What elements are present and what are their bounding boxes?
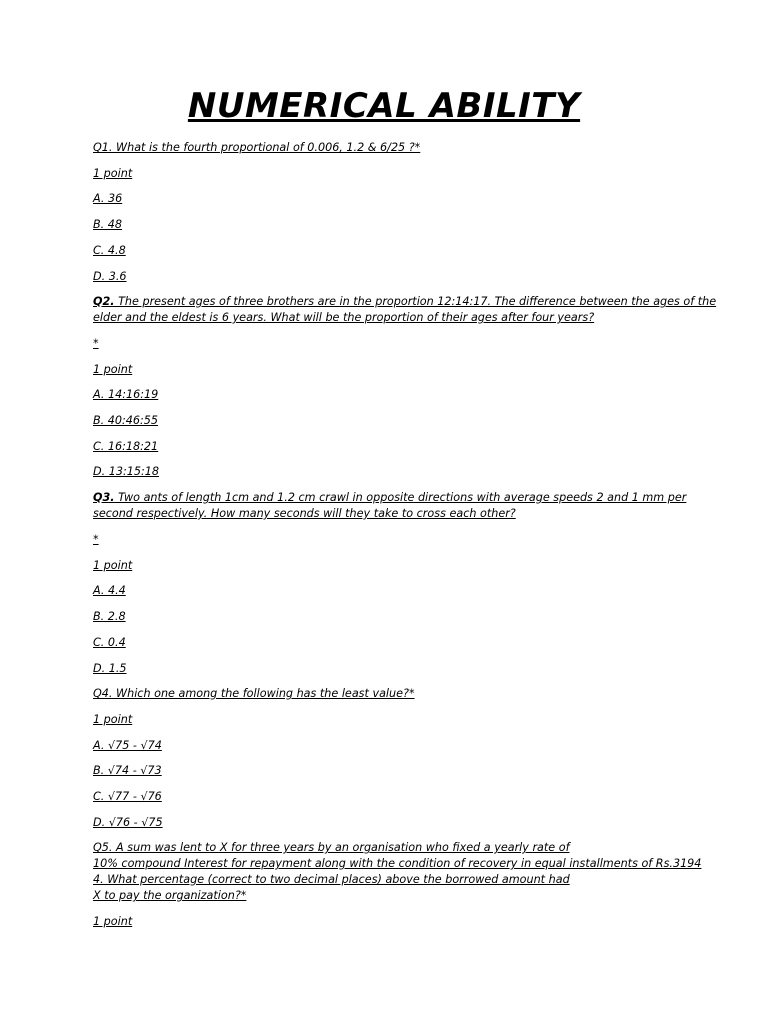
question-3-points: 1 point bbox=[93, 559, 133, 572]
question-4-text: Q4. Which one among the following has the least value?* bbox=[93, 687, 415, 700]
question-3-number: Q3. bbox=[93, 491, 115, 504]
question-4-option-a: A. √75 - √74 bbox=[93, 739, 162, 752]
question-3-option-d: D. 1.5 bbox=[93, 662, 127, 675]
page-title: NUMERICAL ABILITY bbox=[187, 86, 581, 126]
question-5-points: 1 point bbox=[93, 915, 133, 928]
question-2-required-star: * bbox=[93, 337, 99, 350]
question-1-option-c: C. 4.8 bbox=[93, 244, 126, 257]
question-3-required-star: * bbox=[93, 533, 99, 546]
question-3-line-1 bbox=[93, 490, 693, 506]
question-3-text-part-1: Two ants of length 1cm and 1.2 cm crawl in opposite directions with average speeds 2 and 1 mm per bbox=[114, 491, 687, 504]
question-1-option-d: D. 3.6 bbox=[93, 270, 127, 283]
question-3-option-a: A. 4.4 bbox=[93, 584, 126, 597]
question-2-option-c: C. 16:18:21 bbox=[93, 440, 159, 453]
question-1-points: 1 point bbox=[93, 167, 133, 180]
question-2-points: 1 point bbox=[93, 363, 133, 376]
question-3-option-c: C. 0.4 bbox=[93, 636, 126, 649]
question-5-line-4: X to pay the organization?* bbox=[93, 889, 247, 902]
question-2-option-b: B. 40:46:55 bbox=[93, 414, 159, 427]
question-1-option-b: B. 48 bbox=[93, 218, 123, 231]
question-2-line-2: elder and the eldest is 6 years. What will be the proportion of their ages after four years? bbox=[93, 311, 595, 324]
question-2-number: Q2. bbox=[93, 295, 115, 308]
question-5-line-1: Q5. A sum was lent to X for three years by an organisation who fixed a yearly rate of bbox=[93, 841, 570, 854]
question-4-option-b: B. √74 - √73 bbox=[93, 764, 162, 777]
question-2-text-part-1: The present ages of three brothers are in the proportion 12:14:17. The difference between the ages of the bbox=[114, 295, 717, 308]
question-3-option-b: B. 2.8 bbox=[93, 610, 126, 623]
question-4-option-d: D. √76 - √75 bbox=[93, 816, 163, 829]
question-1-text: Q1. What is the fourth proportional of 0.006, 1.2 & 6/25 ?* bbox=[93, 141, 421, 154]
question-5-line-2: 10% compound Interest for repayment along with the condition of recovery in equal installments of Rs.3194 bbox=[93, 857, 702, 870]
question-5-line-3: 4. What percentage (correct to two decimal places) above the borrowed amount had bbox=[93, 873, 570, 886]
question-3-line-2: second respectively. How many seconds will they take to cross each other? bbox=[93, 507, 516, 520]
question-2-option-a: A. 14:16:19 bbox=[93, 388, 159, 401]
question-2-line-1 bbox=[93, 294, 717, 310]
question-4-option-c: C. √77 - √76 bbox=[93, 790, 162, 803]
question-4-points: 1 point bbox=[93, 713, 133, 726]
question-2-option-d: D. 13:15:18 bbox=[93, 465, 159, 478]
question-1-option-a: A. 36 bbox=[93, 192, 123, 205]
